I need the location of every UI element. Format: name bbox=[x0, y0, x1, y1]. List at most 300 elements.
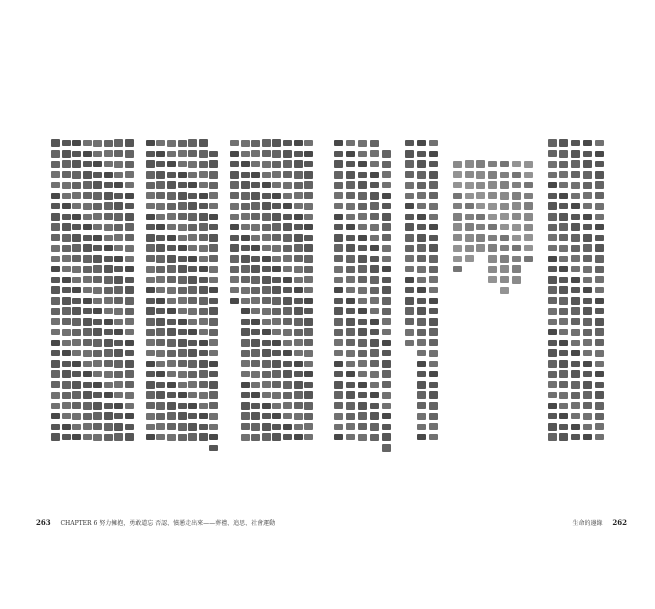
glyph-mark bbox=[114, 286, 123, 294]
glyph-mark bbox=[417, 434, 426, 440]
glyph-mark bbox=[405, 255, 414, 262]
glyph-mark bbox=[146, 371, 155, 377]
glyph-mark bbox=[595, 266, 604, 273]
glyph-mark bbox=[146, 361, 155, 367]
glyph-mark bbox=[104, 403, 113, 409]
glyph-mark bbox=[429, 361, 438, 367]
glyph-mark bbox=[304, 203, 313, 210]
glyph-mark bbox=[51, 392, 60, 399]
glyph-mark bbox=[125, 256, 134, 262]
glyph-mark bbox=[178, 213, 187, 220]
glyph-mark bbox=[358, 350, 367, 357]
glyph-mark bbox=[595, 255, 604, 263]
glyph-mark bbox=[93, 412, 102, 420]
glyph-mark bbox=[83, 171, 92, 179]
glyph-mark bbox=[146, 182, 155, 189]
glyph-mark bbox=[346, 244, 355, 252]
glyph-mark bbox=[405, 171, 414, 178]
glyph-mark bbox=[72, 434, 81, 440]
glyph-mark bbox=[429, 382, 438, 388]
glyph-mark bbox=[405, 214, 414, 220]
glyph-mark bbox=[51, 318, 60, 325]
glyph-mark bbox=[417, 277, 426, 283]
glyph-mark bbox=[262, 413, 271, 419]
glyph-mark bbox=[512, 202, 521, 210]
glyph-mark bbox=[72, 391, 81, 399]
glyph-mark bbox=[262, 266, 271, 272]
glyph-mark bbox=[188, 423, 197, 431]
glyph-mark bbox=[453, 203, 462, 209]
glyph-mark bbox=[583, 182, 592, 189]
glyph-mark bbox=[262, 256, 271, 262]
glyph-mark bbox=[262, 139, 271, 147]
glyph-mark bbox=[559, 318, 568, 325]
glyph-mark bbox=[72, 234, 81, 242]
glyph-mark bbox=[548, 308, 557, 315]
glyph-mark bbox=[83, 328, 92, 336]
glyph-mark bbox=[382, 193, 391, 199]
glyph-mark bbox=[294, 277, 303, 283]
glyph-mark bbox=[417, 402, 426, 409]
glyph-mark bbox=[93, 172, 102, 178]
glyph-mark bbox=[83, 151, 92, 157]
glyph-mark bbox=[199, 433, 208, 441]
glyph-mark bbox=[272, 277, 281, 283]
glyph-mark bbox=[595, 350, 604, 357]
glyph-mark bbox=[199, 266, 208, 272]
glyph-mark bbox=[453, 245, 462, 252]
glyph-mark bbox=[209, 151, 218, 157]
glyph-mark bbox=[358, 140, 367, 147]
glyph-mark bbox=[209, 255, 218, 262]
glyph-mark bbox=[595, 298, 604, 304]
glyph-mark bbox=[294, 160, 303, 168]
glyph-mark bbox=[571, 277, 580, 283]
glyph-mark bbox=[548, 224, 557, 231]
glyph-mark bbox=[125, 297, 134, 305]
glyph-mark bbox=[114, 139, 123, 147]
glyph-mark bbox=[548, 150, 557, 157]
glyph-mark bbox=[358, 181, 367, 189]
glyph-mark bbox=[559, 245, 568, 252]
glyph-mark bbox=[51, 433, 60, 441]
glyph-mark bbox=[51, 213, 60, 221]
glyph-mark bbox=[241, 298, 250, 304]
glyph-mark bbox=[199, 381, 208, 388]
glyph-mark bbox=[571, 203, 580, 209]
glyph-mark bbox=[294, 424, 303, 430]
glyph-mark bbox=[62, 203, 71, 209]
glyph-mark bbox=[125, 223, 134, 231]
glyph-mark bbox=[104, 392, 113, 398]
glyph-mark bbox=[382, 413, 391, 419]
glyph-mark bbox=[429, 161, 438, 167]
glyph-mark bbox=[382, 277, 391, 283]
glyph-mark bbox=[583, 361, 592, 367]
glyph-mark bbox=[188, 213, 197, 221]
glyph-mark bbox=[488, 171, 497, 179]
glyph-mark bbox=[251, 213, 260, 220]
glyph-mark bbox=[294, 318, 303, 326]
glyph-mark bbox=[294, 413, 303, 420]
glyph-mark bbox=[167, 412, 176, 420]
glyph-mark bbox=[595, 151, 604, 157]
glyph-mark bbox=[262, 433, 271, 441]
glyph-mark bbox=[358, 172, 367, 178]
glyph-mark bbox=[125, 340, 134, 346]
glyph-mark bbox=[595, 382, 604, 388]
glyph-mark bbox=[62, 361, 71, 367]
glyph-mark bbox=[199, 392, 208, 399]
glyph-mark bbox=[114, 360, 123, 368]
glyph-mark bbox=[283, 287, 292, 293]
glyph-mark bbox=[72, 192, 81, 199]
glyph-mark bbox=[370, 308, 379, 314]
glyph-mark bbox=[167, 276, 176, 283]
glyph-mark bbox=[382, 161, 391, 168]
glyph-mark bbox=[241, 350, 250, 357]
glyph-mark bbox=[382, 286, 391, 294]
glyph-mark bbox=[167, 192, 176, 200]
glyph-mark bbox=[209, 402, 218, 409]
glyph-mark bbox=[167, 319, 176, 325]
glyph-mark bbox=[62, 245, 71, 252]
glyph-mark bbox=[114, 371, 123, 378]
glyph-mark bbox=[167, 298, 176, 304]
glyph-mark bbox=[370, 172, 379, 178]
glyph-mark bbox=[51, 381, 60, 388]
glyph-mark bbox=[62, 266, 71, 272]
glyph-mark bbox=[500, 265, 509, 273]
glyph-mark bbox=[209, 445, 218, 451]
glyph-mark bbox=[548, 297, 557, 304]
glyph-mark bbox=[272, 223, 281, 231]
glyph-mark bbox=[146, 424, 155, 430]
glyph-mark bbox=[583, 350, 592, 356]
glyph-mark bbox=[488, 224, 497, 230]
glyph-mark bbox=[429, 140, 438, 146]
glyph-mark bbox=[241, 140, 250, 147]
glyph-mark bbox=[294, 224, 303, 230]
glyph-mark bbox=[583, 381, 592, 389]
glyph-mark bbox=[146, 255, 155, 262]
glyph-mark bbox=[272, 171, 281, 178]
glyph-mark bbox=[559, 329, 568, 335]
glyph-mark bbox=[370, 349, 379, 357]
glyph-mark bbox=[51, 171, 60, 178]
glyph-mark bbox=[346, 350, 355, 357]
glyph-mark bbox=[334, 234, 343, 242]
glyph-mark bbox=[595, 235, 604, 241]
glyph-mark bbox=[583, 266, 592, 273]
glyph-mark bbox=[453, 256, 462, 262]
glyph-mark bbox=[125, 318, 134, 325]
glyph-mark bbox=[595, 318, 604, 326]
glyph-mark bbox=[453, 161, 462, 168]
glyph-mark bbox=[334, 151, 343, 157]
glyph-mark bbox=[93, 382, 102, 388]
glyph-mark bbox=[283, 434, 292, 440]
glyph-mark bbox=[104, 297, 113, 304]
glyph-mark bbox=[283, 381, 292, 389]
glyph-mark bbox=[209, 350, 218, 356]
glyph-mark bbox=[104, 276, 113, 284]
glyph-mark bbox=[583, 413, 592, 420]
glyph-mark bbox=[272, 213, 281, 221]
glyph-mark bbox=[583, 244, 592, 252]
glyph-mark bbox=[146, 350, 155, 356]
glyph-mark bbox=[93, 402, 102, 410]
glyph-mark bbox=[272, 381, 281, 388]
glyph-mark bbox=[209, 381, 218, 389]
glyph-mark bbox=[114, 172, 123, 178]
glyph-mark bbox=[334, 413, 343, 420]
glyph-mark bbox=[188, 139, 197, 147]
glyph-mark bbox=[188, 297, 197, 304]
glyph-mark bbox=[114, 202, 123, 210]
glyph-mark bbox=[199, 277, 208, 283]
glyph-mark bbox=[417, 318, 426, 326]
glyph-mark bbox=[382, 223, 391, 231]
glyph-mark bbox=[559, 193, 568, 199]
glyph-mark bbox=[429, 151, 438, 157]
glyph-mark bbox=[178, 360, 187, 367]
glyph-mark bbox=[125, 234, 134, 241]
glyph-mark bbox=[583, 234, 592, 242]
glyph-mark bbox=[178, 392, 187, 398]
glyph-mark bbox=[156, 235, 165, 241]
glyph-mark bbox=[370, 329, 379, 335]
glyph-mark bbox=[104, 182, 113, 188]
glyph-mark bbox=[230, 214, 239, 220]
glyph-mark bbox=[272, 433, 281, 441]
glyph-mark bbox=[83, 140, 92, 146]
glyph-mark bbox=[595, 371, 604, 377]
glyph-mark bbox=[125, 350, 134, 356]
glyph-mark bbox=[294, 255, 303, 262]
glyph-mark bbox=[294, 402, 303, 409]
right-text-block bbox=[333, 138, 605, 453]
glyph-mark bbox=[595, 287, 604, 293]
glyph-mark bbox=[188, 161, 197, 168]
glyph-mark bbox=[156, 434, 165, 440]
glyph-mark bbox=[358, 287, 367, 294]
glyph-mark bbox=[405, 297, 414, 305]
glyph-mark bbox=[156, 255, 165, 263]
glyph-mark bbox=[524, 245, 533, 251]
glyph-mark bbox=[417, 391, 426, 399]
glyph-mark bbox=[156, 413, 165, 420]
glyph-mark bbox=[93, 319, 102, 325]
glyph-mark bbox=[125, 433, 134, 441]
glyph-mark bbox=[125, 370, 134, 378]
glyph-mark bbox=[62, 297, 71, 305]
glyph-mark bbox=[125, 150, 134, 158]
glyph-mark bbox=[429, 391, 438, 399]
glyph-mark bbox=[188, 266, 197, 272]
glyph-mark bbox=[156, 391, 165, 399]
glyph-mark bbox=[241, 434, 250, 441]
glyph-mark bbox=[93, 140, 102, 147]
glyph-mark bbox=[304, 140, 313, 146]
glyph-mark bbox=[241, 213, 250, 220]
glyph-mark bbox=[453, 223, 462, 231]
glyph-mark bbox=[429, 371, 438, 377]
glyph-mark bbox=[571, 329, 580, 336]
glyph-mark bbox=[429, 276, 438, 283]
glyph-mark bbox=[465, 160, 474, 168]
glyph-mark bbox=[114, 319, 123, 325]
glyph-mark bbox=[382, 213, 391, 221]
glyph-mark bbox=[251, 329, 260, 335]
glyph-mark bbox=[583, 424, 592, 430]
glyph-mark bbox=[178, 371, 187, 378]
glyph-mark bbox=[262, 403, 271, 409]
glyph-mark bbox=[72, 402, 81, 409]
glyph-mark bbox=[178, 192, 187, 200]
glyph-mark bbox=[125, 308, 134, 315]
glyph-mark bbox=[230, 181, 239, 189]
glyph-mark bbox=[146, 214, 155, 220]
glyph-mark bbox=[429, 434, 438, 440]
glyph-mark bbox=[571, 234, 580, 242]
glyph-mark bbox=[346, 413, 355, 420]
glyph-mark bbox=[465, 171, 474, 178]
glyph-mark bbox=[146, 307, 155, 315]
glyph-mark bbox=[417, 329, 426, 336]
glyph-mark bbox=[72, 329, 81, 336]
glyph-mark bbox=[370, 245, 379, 251]
glyph-mark bbox=[251, 202, 260, 210]
glyph-mark bbox=[370, 403, 379, 409]
glyph-mark bbox=[571, 434, 580, 440]
glyph-mark bbox=[83, 244, 92, 252]
glyph-mark bbox=[188, 329, 197, 335]
glyph-mark bbox=[251, 235, 260, 241]
glyph-mark bbox=[199, 424, 208, 430]
glyph-mark bbox=[405, 203, 414, 209]
glyph-mark bbox=[346, 171, 355, 179]
glyph-mark bbox=[178, 308, 187, 314]
glyph-mark bbox=[125, 193, 134, 199]
glyph-mark bbox=[382, 245, 391, 252]
glyph-mark bbox=[548, 349, 557, 357]
glyph-mark bbox=[595, 192, 604, 199]
glyph-mark bbox=[199, 245, 208, 252]
glyph-mark bbox=[405, 307, 414, 315]
glyph-mark bbox=[104, 224, 113, 231]
glyph-mark bbox=[241, 224, 250, 230]
glyph-mark bbox=[167, 255, 176, 263]
glyph-mark bbox=[199, 203, 208, 209]
glyph-mark bbox=[370, 161, 379, 167]
glyph-mark bbox=[405, 245, 414, 252]
glyph-mark bbox=[272, 203, 281, 209]
glyph-mark bbox=[583, 287, 592, 293]
glyph-mark bbox=[334, 160, 343, 168]
glyph-mark bbox=[405, 287, 414, 293]
glyph-mark bbox=[559, 182, 568, 188]
glyph-mark bbox=[83, 308, 92, 314]
glyph-mark bbox=[262, 172, 271, 178]
glyph-mark bbox=[334, 339, 343, 346]
glyph-mark bbox=[370, 423, 379, 431]
glyph-mark bbox=[334, 277, 343, 283]
glyph-mark bbox=[93, 371, 102, 377]
glyph-mark bbox=[262, 213, 271, 221]
glyph-mark bbox=[156, 161, 165, 167]
glyph-mark bbox=[548, 319, 557, 325]
glyph-mark bbox=[209, 244, 218, 252]
glyph-mark bbox=[417, 350, 426, 356]
glyph-mark bbox=[156, 318, 165, 326]
glyph-mark bbox=[51, 297, 60, 305]
glyph-mark bbox=[104, 172, 113, 178]
glyph-mark bbox=[241, 255, 250, 263]
glyph-mark bbox=[167, 328, 176, 336]
glyph-mark bbox=[334, 329, 343, 336]
glyph-mark bbox=[283, 329, 292, 336]
glyph-mark bbox=[272, 234, 281, 241]
glyph-mark bbox=[294, 182, 303, 189]
glyph-mark bbox=[146, 244, 155, 252]
glyph-mark bbox=[262, 297, 271, 304]
glyph-mark bbox=[62, 402, 71, 409]
glyph-mark bbox=[595, 276, 604, 283]
glyph-mark bbox=[417, 171, 426, 179]
glyph-mark bbox=[199, 308, 208, 315]
glyph-mark bbox=[178, 256, 187, 262]
glyph-mark bbox=[476, 203, 485, 209]
glyph-mark bbox=[548, 182, 557, 188]
glyph-mark bbox=[294, 234, 303, 242]
glyph-mark bbox=[488, 255, 497, 263]
glyph-mark bbox=[262, 150, 271, 157]
glyph-mark bbox=[583, 255, 592, 262]
glyph-mark bbox=[559, 433, 568, 441]
glyph-mark bbox=[429, 318, 438, 326]
glyph-mark bbox=[156, 181, 165, 189]
glyph-mark bbox=[559, 370, 568, 378]
glyph-mark bbox=[167, 245, 176, 251]
glyph-mark bbox=[251, 392, 260, 398]
glyph-mark bbox=[370, 150, 379, 157]
glyph-mark bbox=[146, 402, 155, 409]
glyph-mark bbox=[178, 382, 187, 388]
glyph-mark bbox=[262, 308, 271, 315]
glyph-mark bbox=[488, 181, 497, 189]
glyph-mark bbox=[548, 172, 557, 178]
glyph-mark bbox=[114, 150, 123, 157]
glyph-mark bbox=[417, 203, 426, 209]
glyph-mark bbox=[199, 150, 208, 158]
glyph-mark bbox=[62, 193, 71, 199]
glyph-mark bbox=[104, 245, 113, 251]
glyph-mark bbox=[51, 182, 60, 188]
glyph-mark bbox=[230, 276, 239, 283]
glyph-mark bbox=[382, 381, 391, 388]
glyph-mark bbox=[358, 245, 367, 251]
glyph-mark bbox=[251, 412, 260, 420]
glyph-mark bbox=[230, 266, 239, 273]
glyph-mark bbox=[334, 318, 343, 326]
glyph-mark bbox=[156, 171, 165, 179]
glyph-mark bbox=[156, 224, 165, 230]
glyph-mark bbox=[262, 234, 271, 241]
glyph-mark bbox=[83, 181, 92, 189]
glyph-mark bbox=[465, 245, 474, 252]
glyph-mark bbox=[178, 150, 187, 157]
